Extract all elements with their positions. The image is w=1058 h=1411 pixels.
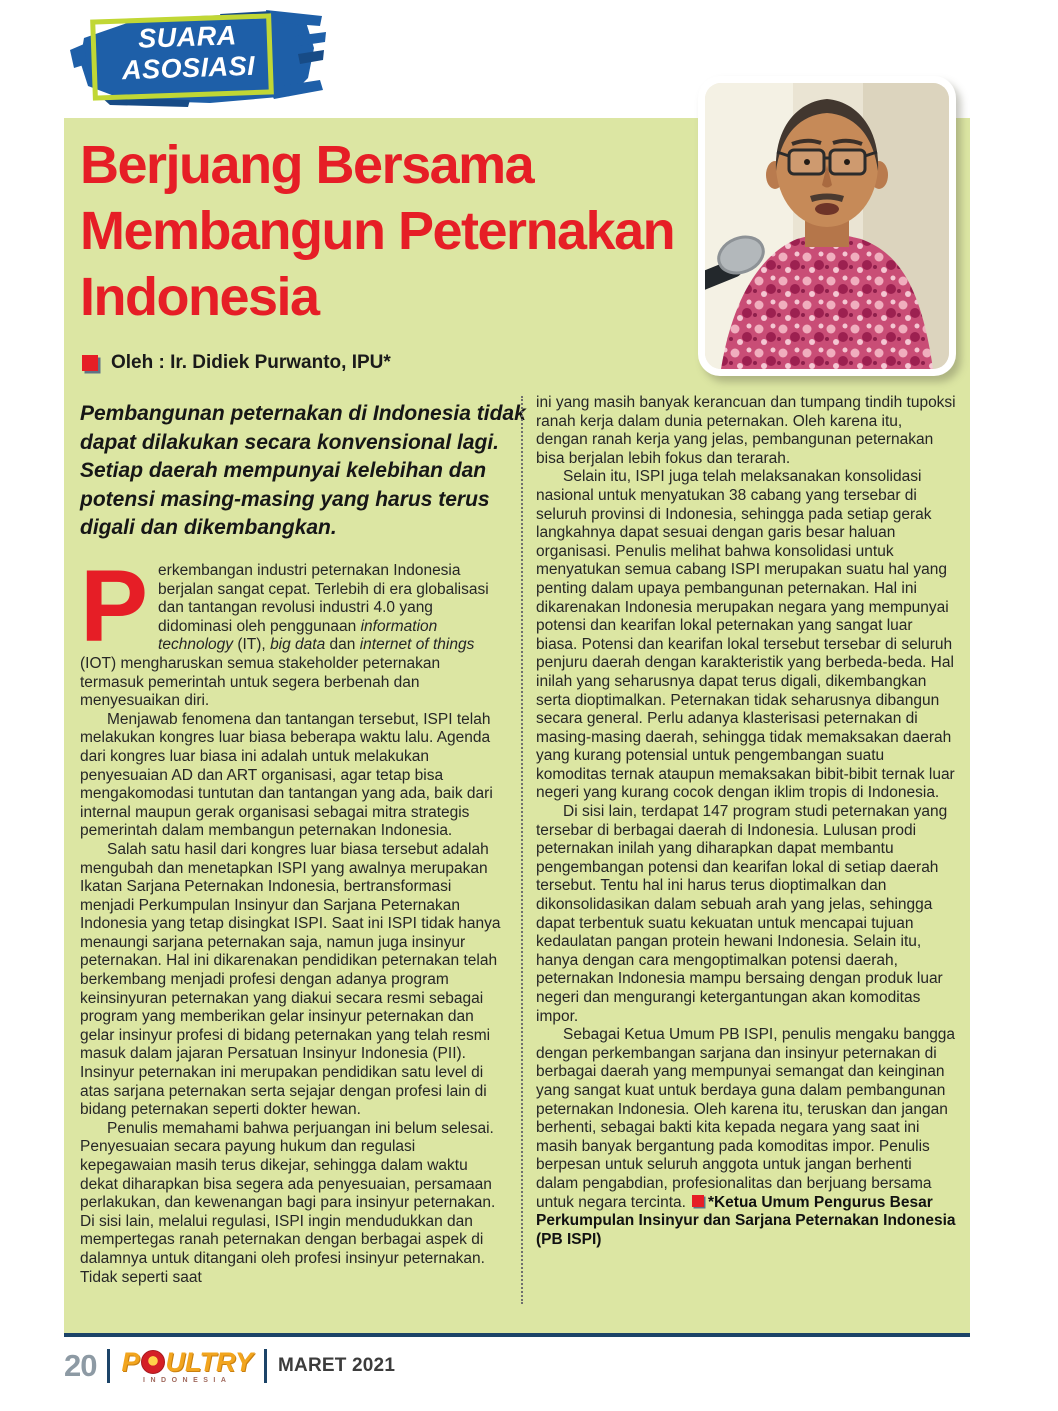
logo-o-chick-icon xyxy=(141,1350,165,1374)
footer-divider-bar xyxy=(107,1349,110,1383)
drop-cap: P xyxy=(80,549,149,663)
paragraph-2: Menjawab fenomena dan tantangan tersebut, ISPI telah melakukan kongres luar biasa beberapa waktu lalu. Agenda dari kongres luar biasa ini adalah untuk melakukan penyesuaian AD dan ART organisasi, agar tetap bisa mengakomodasi tuntutan dan tantangan yang ada, baik dari internal maupun gerak organisasi sebagai mitra strategis pemerintah dalam membangun peternakan Indonesia. xyxy=(80,710,493,840)
title-line3: Indonesia xyxy=(80,267,319,327)
logo-wordmark xyxy=(121,1346,253,1377)
paragraph-3: Salah satu hasil dari kongres luar biasa tersebut adalah mengubah dan menetapkan ISPI yang awalnya merupakan Ikatan Sarjana Peternakan Indonesia, bertransformasi menjadi Perkumpulan Insinyur dan Sarjana Peternakan Indonesia yang tetap disingkat ISPI. Saat ini ISPI tidak hanya menaungi sarjana peternakan saja, namun juga insinyur peternakan. Hal ini dikarenakan pendidikan peternakan telah berkembang menjadi profesi dengan adanya program keinsinyuran peternakan yang diakui secara resmi sebagai program yang memberikan gelar insinyur peternakan dan gelar insinyur profesi di bidang peternakan yang telah resmi masuk dalam jajaran Persatuan Insinyur Indonesia (PII). Insinyur peternakan ini merupakan pendidikan satu level di atas sarjana peternakan serta sejajar dengan profesi lain di bidang peternakan seperti dokter hewan. xyxy=(80,840,501,1119)
title-line2: Membangun Peternakan xyxy=(80,201,675,261)
logo-letters-ultry: ULTRY xyxy=(165,1346,253,1377)
paragraph-7: Di sisi lain, terdapat 147 program studi peternakan yang tersebar di berbagai daerah di Indonesia. Lulusan prodi peternakan inilah yang diharapkan dapat membantu pengembangan potensi dan kearifan lokal di setiap daerah tersebut. Tentu hal ini harus terus dioptimalkan dan dikonsolidasikan dalam sebuah arah yang jelas, sehingga dapat terbentuk suatu kekuatan untuk mencapai tujuan kedaulatan pangan protein hewani Indonesia. Selain itu, hanya dengan cara mengoptimalkan potensi daerah, peternakan Indonesia mampu bersaing dengan produk luar negeri dan mengurangi ketergantungan akan komoditas impor. xyxy=(536,803,948,1025)
paragraph-4: Penulis memahami bahwa perjuangan ini belum selesai. Penyesuaian secara payung hukum dan regulasi kepegawaian masih terus dikejar, sehingga dalam waktu dekat diharapkan bisa segera ada penyesuaian, persamaan perlakukan, dan kewenangan bagi para insinyur peternakan. Di sisi lain, melalui regulasi, ISPI ingin mendudukkan dan mempertegas ranah peternakan dengan berbagai aspek di dalamnya untuk ditangani oleh profesi insinyur peternakan. Tidak seperti saat xyxy=(80,1119,496,1286)
logo-subtitle: INDONESIA xyxy=(143,1376,232,1384)
paragraph-8 xyxy=(536,1026,956,1249)
title-line1: Berjuang Bersama xyxy=(80,135,534,195)
intro-paragraph: Pembangunan peternakan di Indonesia tidak dapat dilakukan secara konvensional lagi. Setiap daerah mempunyai kelebihan dan potensi masing-masing yang harus terus digali dan dikembangkan. xyxy=(80,402,526,539)
column-divider xyxy=(521,396,523,1304)
bullet-square-icon xyxy=(82,355,98,371)
footer-divider-bar-2 xyxy=(264,1349,267,1383)
p1-italic-2: big data xyxy=(270,636,326,654)
logo-letter-p: P xyxy=(121,1346,140,1377)
body-column-1 xyxy=(80,549,508,1287)
footer-rule xyxy=(64,1333,970,1337)
author-portrait-illustration xyxy=(705,83,949,369)
badge-title xyxy=(97,19,279,87)
paragraph-5: ini yang masih banyak kerancuan dan tumpang tindih tupoksi ranah kerja dalam dunia peternakan. Oleh karena itu, dengan ranah kerja yang jelas, pembangunan peternakan bisa berjalan lebih fokus dan terarah. xyxy=(536,394,956,467)
article-title xyxy=(80,132,674,330)
page-number: 20 xyxy=(64,1348,97,1383)
p1-text: erkembangan industri peternakan Indonesia berjalan sangat cepat. Terlebih di era globalisasi dan tantangan revolusi industri 4.0 yang didominasi oleh penggunaan xyxy=(158,562,489,635)
p1-italic-1: information technology xyxy=(158,617,438,654)
section-badge xyxy=(70,6,326,110)
end-square-icon xyxy=(692,1195,704,1207)
magazine-logo xyxy=(121,1346,253,1384)
badge-line2: ASOSIASI xyxy=(121,50,256,86)
paragraph-6: Selain itu, ISPI juga telah melaksanakan konsolidasi nasional untuk menyatukan 38 cabang yang tersebar di seluruh provinsi di Indonesia, sehingga pada setiap gerak langkahnya dapat sesuai dengan garis besar haluan organisasi. Penulis melihat bahwa konsolidasi untuk menyatukan semua cabang ISPI merupakan suatu hal yang penting dalam upaya pembangunan peternakan. Hal ini dikarenakan Indonesia merupakan negara yang mempunyai potensi dan kearifan lokal peternakan yang sangat luar biasa. Potensi dan kearifan lokal tersebut tersebar di seluruh penjuru daerah dengan karakteristik yang berbeda-beda. Hal inilah yang seharusnya dapat terus digali, dikembangkan serta dioptimalkan. Peternakan tidak seharusnya dibangun secara general. Perlu adanya klasterisasi peternakan di masing-masing daerah, sehingga tidak memaksakan daerah yang kurang potensial untuk pengembangan suatu komoditas ternak ataupun memaksakan bibit-bibit ternak luar negeri yang kurang cocok dengan iklim tropis di Indonesia. xyxy=(536,468,955,802)
author-note: *Ketua Umum Pengurus Besar Perkumpulan Insinyur dan Sarjana Peternakan Indonesia (PB ISPI) xyxy=(536,1193,956,1248)
issue-date: MARET 2021 xyxy=(278,1355,396,1376)
byline-text: Oleh : Ir. Didiek Purwanto, IPU* xyxy=(111,352,391,373)
author-photo xyxy=(698,76,956,376)
body-column-2 xyxy=(536,394,956,1249)
paragraph-1: Perkembangan industri peternakan Indonesia berjalan sangat cepat. Terlebih di era globalisasi dan tantangan revolusi industri 4.0 yang didominasi oleh penggunaan information technology (IT), big data dan internet of things (IOT) mengharuskan semua stakeholder peternakan termasuk pemerintah untuk segera berbenah dan menyesuaikan diri. xyxy=(80,549,489,710)
footer xyxy=(64,1348,395,1384)
p8-text: Sebagai Ketua Umum PB ISPI, penulis mengaku bangga dengan perkembangan sarjana dan insinyur peternakan di berbagai daerah yang mempunyai semangat dan keinginan yang sangat kuat untuk berdaya guna dalam pembangunan peternakan Indonesia. Oleh karena itu, teruskan dan jangan berhenti, sebagai bakti kita kepada negara yang saat ini masih banyak bergantung pada komoditas impor. Penulis berpesan untuk seluruh anggota untuk jangan berhenti dalam pengabdian, profesionalitas dan berjuang bersama untuk negara tercinta. xyxy=(536,1026,956,1211)
p1-italic-3: internet of things xyxy=(359,636,475,654)
badge-line1: SUARA xyxy=(137,20,238,54)
byline xyxy=(82,352,391,374)
